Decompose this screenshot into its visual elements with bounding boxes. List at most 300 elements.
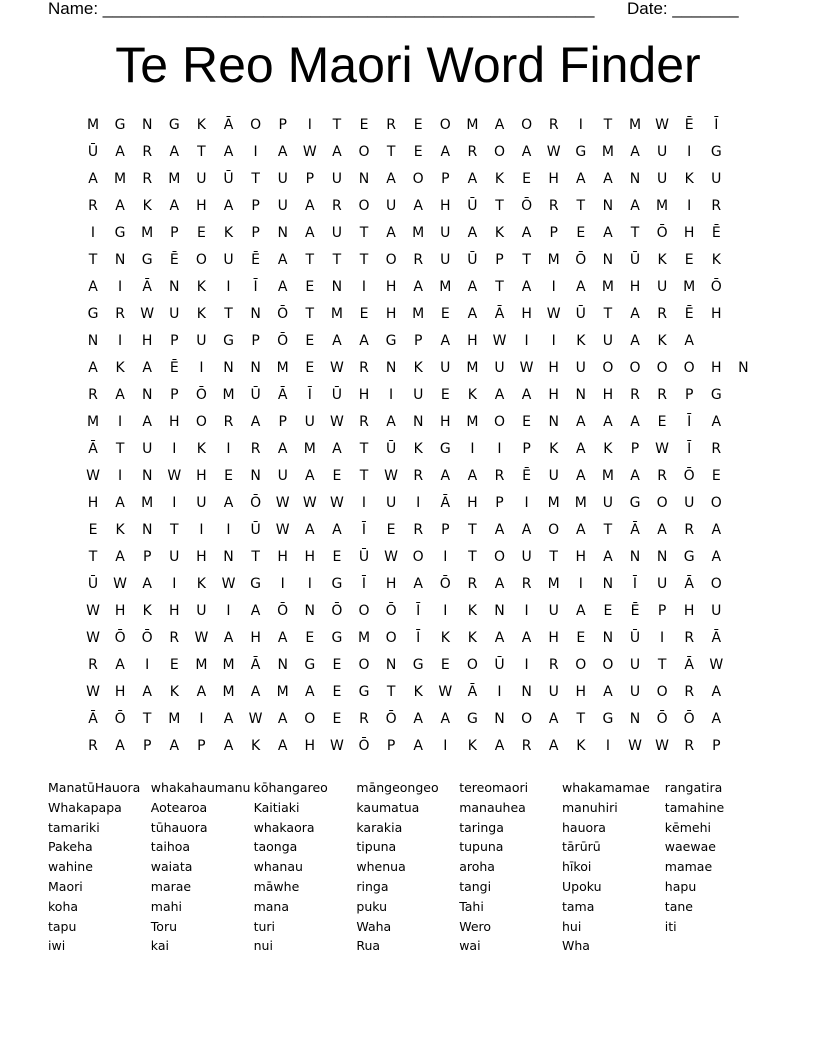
grid-letter: T	[603, 117, 613, 133]
word-list-item: turi	[253, 918, 276, 934]
grid-letter: A	[440, 711, 451, 727]
grid-letter: M	[86, 117, 100, 133]
grid-letter: K	[169, 684, 179, 700]
grid-letter: W	[140, 306, 155, 322]
grid-letter: W	[384, 549, 399, 565]
grid-letter: I	[470, 441, 475, 457]
grid-letter: Ō	[331, 603, 343, 619]
grid-letter: G	[466, 711, 478, 727]
grid-letter: Ī	[687, 414, 692, 430]
grid-letter: I	[524, 333, 529, 349]
grid-row	[81, 274, 741, 300]
grid-letter: A	[576, 414, 586, 430]
grid-letter: W	[384, 468, 399, 484]
grid-letter: U	[331, 171, 343, 187]
grid-letter: M	[276, 360, 289, 376]
grid-letter: P	[170, 387, 179, 403]
grid-letter: N	[250, 468, 261, 484]
word-list-item: hauora	[562, 819, 606, 835]
word-list-item: hīkoi	[562, 859, 592, 875]
grid-letter: U	[575, 360, 586, 376]
grid-letter: G	[331, 630, 343, 646]
grid-row	[81, 652, 741, 678]
grid-letter: A	[494, 630, 505, 646]
word-list-item: marae	[150, 879, 192, 894]
grid-letter: N	[141, 468, 153, 484]
grid-letter: H	[169, 603, 180, 619]
grid-letter: A	[711, 684, 722, 700]
grid-letter: R	[467, 576, 478, 592]
grid-letter: E	[359, 306, 369, 322]
grid-letter: G	[629, 495, 641, 511]
grid-letter: O	[629, 360, 641, 376]
grid-letter: I	[118, 468, 123, 484]
grid-letter: I	[253, 144, 258, 160]
grid-letter: Ī	[714, 117, 719, 133]
word-list-item: iwi	[48, 938, 66, 954]
grid-letter: E	[332, 549, 342, 565]
grid-letter: I	[578, 117, 583, 133]
grid-letter: M	[466, 117, 479, 133]
grid-letter: K	[467, 738, 477, 754]
grid-letter: A	[603, 225, 613, 241]
grid-letter: H	[304, 549, 316, 565]
grid-letter: A	[332, 333, 342, 349]
grid-row	[81, 382, 741, 408]
grid-letter: W	[248, 711, 263, 727]
grid-letter: M	[466, 360, 479, 376]
grid-letter: H	[548, 171, 559, 187]
grid-letter: T	[522, 252, 531, 268]
grid-letter: N	[141, 117, 153, 133]
grid-letter: O	[656, 360, 668, 376]
word-list-item: ringa	[356, 879, 389, 894]
grid-letter: R	[88, 657, 98, 673]
grid-letter: I	[199, 522, 204, 538]
grid-letter: A	[630, 144, 640, 160]
grid-letter: Ō	[656, 225, 668, 241]
grid-letter: I	[443, 549, 448, 565]
word-list-item: Whakapapa	[48, 799, 122, 815]
grid-letter: N	[385, 657, 397, 673]
word-list-item: māngeongeo	[356, 780, 439, 795]
grid-letter: T	[603, 306, 613, 322]
grid-letter: K	[413, 441, 423, 457]
grid-letter: H	[467, 333, 478, 349]
grid-letter: H	[114, 603, 126, 619]
grid-letter: U	[656, 576, 668, 592]
word-list-item: iti	[664, 918, 677, 934]
grid-letter: A	[223, 738, 234, 754]
grid-letter: H	[169, 414, 180, 430]
grid-letter: W	[329, 738, 344, 754]
grid-letter: M	[547, 252, 560, 268]
grid-letter: A	[169, 198, 180, 214]
grid-letter: W	[221, 576, 236, 592]
grid-letter: N	[412, 414, 424, 430]
grid-letter: R	[657, 306, 667, 322]
grid-letter: T	[386, 144, 396, 160]
grid-letter: Ō	[277, 306, 289, 322]
grid-letter: Ī	[361, 522, 367, 538]
grid-letter: A	[657, 522, 667, 538]
grid-row	[81, 733, 741, 759]
grid-letter: N	[602, 198, 614, 214]
grid-letter: H	[467, 495, 478, 511]
grid-letter: T	[142, 711, 152, 727]
grid-letter: A	[548, 738, 559, 754]
grid-letter: M	[601, 279, 614, 295]
word-list-item: hui	[562, 918, 582, 934]
grid-letter: M	[601, 468, 614, 484]
grid-letter: A	[467, 306, 478, 322]
word-list-item: manauhea	[459, 799, 526, 815]
grid-letter: U	[223, 252, 234, 268]
grid-letter: U	[331, 225, 343, 241]
word-list-item: Aotearoa	[150, 799, 208, 815]
grid-letter: I	[497, 441, 502, 457]
grid-letter: A	[386, 414, 396, 430]
grid-letter: A	[277, 630, 288, 646]
grid-letter: A	[521, 279, 532, 295]
grid-letter: M	[276, 684, 289, 700]
grid-letter: A	[630, 198, 640, 214]
grid-letter: Ē	[522, 468, 532, 484]
grid-letter: Ā	[684, 657, 694, 673]
grid-letter: H	[440, 198, 451, 214]
word-list-item: nui	[253, 938, 273, 954]
grid-letter: Ō	[277, 333, 289, 349]
grid-letter: R	[332, 198, 342, 214]
grid-letter: R	[684, 684, 695, 700]
grid-letter: G	[141, 252, 153, 268]
grid-letter: Ā	[630, 522, 640, 538]
grid-letter: Ō	[521, 198, 533, 214]
word-list-item: tūhauora	[150, 819, 208, 835]
grid-letter: E	[332, 711, 342, 727]
grid-letter: O	[195, 252, 207, 268]
grid-letter: O	[575, 657, 587, 673]
grid-letter: T	[549, 549, 558, 565]
grid-letter: W	[275, 495, 290, 511]
grid-letter: R	[223, 414, 234, 430]
grid-letter: P	[305, 171, 315, 187]
grid-letter: H	[141, 333, 153, 349]
grid-letter: P	[495, 495, 504, 511]
grid-letter: T	[88, 549, 98, 565]
grid-letter: O	[683, 360, 695, 376]
grid-letter: N	[277, 225, 288, 241]
grid-letter: G	[683, 549, 695, 565]
grid-letter: U	[304, 414, 315, 430]
grid-letter: K	[196, 279, 206, 295]
grid-letter: R	[359, 360, 369, 376]
grid-letter: A	[142, 414, 152, 430]
grid-letter: A	[711, 522, 722, 538]
grid-letter: G	[412, 657, 424, 673]
word-list-item: whakahaumanu	[150, 780, 251, 795]
grid-letter: Ō	[439, 576, 451, 592]
grid-letter: N	[223, 360, 234, 376]
grid-letter: A	[440, 333, 451, 349]
grid-letter: Ā	[711, 630, 722, 646]
grid-letter: E	[440, 306, 450, 322]
grid-letter: K	[467, 603, 477, 619]
word-list-item: tama	[562, 898, 595, 914]
grid-letter: U	[385, 495, 397, 511]
grid-letter: U	[548, 468, 559, 484]
grid-letter: O	[385, 630, 397, 646]
grid-letter: U	[656, 279, 668, 295]
grid-letter: H	[196, 468, 207, 484]
grid-letter: A	[223, 198, 234, 214]
grid-letter: U	[656, 171, 668, 187]
grid-letter: U	[277, 171, 288, 187]
grid-row	[81, 220, 741, 246]
grid-letter: I	[551, 333, 556, 349]
grid-letter: A	[711, 549, 722, 565]
word-list-item: whenua	[356, 859, 406, 875]
word-list-item: Rua	[356, 938, 381, 954]
grid-letter: I	[172, 576, 177, 592]
grid-letter: A	[169, 738, 180, 754]
grid-letter: Ū	[629, 252, 641, 268]
grid-letter: A	[603, 414, 613, 430]
grid-letter: G	[223, 333, 234, 349]
grid-letter: O	[602, 360, 614, 376]
grid-letter: I	[226, 522, 231, 538]
grid-letter: K	[494, 225, 505, 241]
grid-letter: W	[709, 657, 724, 673]
grid-letter: U	[602, 495, 614, 511]
grid-letter: G	[439, 441, 451, 457]
grid-row	[81, 139, 741, 165]
grid-letter: W	[546, 144, 561, 160]
grid-letter: P	[549, 225, 558, 241]
word-list-item: karakia	[356, 819, 403, 835]
grid-letter: Ā	[223, 117, 234, 133]
grid-letter: M	[357, 630, 371, 646]
grid-letter: A	[413, 198, 423, 214]
grid-letter: H	[385, 279, 397, 295]
grid-letter: R	[657, 387, 667, 403]
grid-letter: I	[687, 198, 692, 214]
grid-letter: M	[222, 657, 235, 673]
grid-letter: T	[359, 441, 369, 457]
grid-letter: N	[223, 549, 234, 565]
grid-letter: N	[656, 549, 668, 565]
grid-letter: H	[304, 738, 316, 754]
grid-letter: R	[169, 630, 180, 646]
grid-letter: Ū	[223, 171, 234, 187]
grid-letter: A	[277, 711, 288, 727]
grid-letter: R	[88, 198, 98, 214]
grid-letter: U	[277, 468, 288, 484]
grid-letter: A	[576, 441, 586, 457]
grid-letter: E	[657, 414, 667, 430]
grid-letter: W	[86, 630, 100, 646]
grid-letter: O	[385, 252, 397, 268]
grid-letter: I	[578, 576, 583, 592]
grid-letter: Ō	[385, 711, 397, 727]
word-list-item: kōhangareo	[253, 780, 328, 795]
grid-letter: I	[118, 414, 123, 430]
word-list-item: tane	[664, 898, 693, 914]
grid-letter: A	[223, 711, 234, 727]
grid-letter: N	[494, 711, 505, 727]
grid-letter: U	[169, 306, 180, 322]
grid-letter: G	[385, 333, 397, 349]
grid-letter: R	[548, 198, 559, 214]
grid-row	[81, 328, 741, 354]
grid-letter: T	[305, 306, 315, 322]
grid-letter: Ū	[250, 522, 261, 538]
grid-letter: T	[495, 279, 504, 295]
grid-letter: R	[413, 252, 424, 268]
grid-letter: R	[494, 468, 505, 484]
grid-letter: Ō	[195, 387, 207, 403]
grid-letter: U	[196, 333, 207, 349]
grid-letter: A	[223, 495, 234, 511]
grid-letter: U	[142, 441, 153, 457]
grid-letter: W	[86, 684, 100, 700]
grid-letter: A	[467, 468, 478, 484]
grid-letter: R	[413, 522, 424, 538]
grid-letter: U	[196, 603, 207, 619]
grid-letter: E	[88, 522, 98, 538]
grid-letter: N	[169, 279, 180, 295]
grid-letter: U	[196, 495, 207, 511]
grid-letter: A	[142, 360, 152, 376]
grid-letter: N	[250, 306, 261, 322]
grid-letter: N	[521, 684, 532, 700]
grid-letter: N	[304, 603, 316, 619]
grid-letter: Ō	[385, 603, 397, 619]
grid-letter: H	[196, 549, 207, 565]
grid-letter: H	[602, 387, 614, 403]
grid-letter: A	[494, 117, 505, 133]
grid-letter: Ā	[494, 306, 505, 322]
grid-letter: H	[711, 360, 722, 376]
grid-letter: T	[197, 144, 206, 160]
grid-letter: W	[329, 360, 344, 376]
word-list-item: Wha	[562, 938, 590, 954]
grid-letter: A	[494, 738, 505, 754]
word-list-item: whakaora	[253, 819, 315, 835]
grid-letter: Ō	[358, 738, 370, 754]
grid-letter: T	[305, 252, 315, 268]
grid-letter: E	[169, 657, 179, 673]
grid-letter: N	[277, 657, 288, 673]
grid-letter: A	[196, 684, 207, 700]
word-list-item: Tahi	[459, 898, 484, 914]
grid-letter: P	[386, 738, 396, 754]
grid-letter: I	[443, 738, 448, 754]
word-list-item: kēmehi	[664, 819, 711, 835]
grid-letter: O	[466, 657, 478, 673]
grid-letter: P	[278, 117, 287, 133]
word-list-item: Toru	[150, 918, 178, 934]
word-list-item: mamae	[664, 859, 713, 875]
grid-letter: R	[359, 711, 369, 727]
grid-letter: Ū	[331, 387, 343, 403]
grid-letter: G	[358, 684, 370, 700]
grid-letter: A	[494, 576, 505, 592]
page-title: Te Reo Maori Word Finder	[115, 37, 701, 93]
grid-letter: P	[495, 252, 504, 268]
grid-letter: I	[118, 279, 123, 295]
grid-letter: I	[551, 279, 556, 295]
grid-letter: A	[386, 171, 396, 187]
grid-letter: K	[223, 225, 234, 241]
grid-letter: N	[331, 279, 343, 295]
grid-letter: Ū	[250, 387, 261, 403]
grid-letter: R	[115, 306, 125, 322]
grid-letter: Ī	[253, 279, 258, 295]
grid-letter: K	[467, 387, 477, 403]
grid-letter: I	[524, 657, 529, 673]
grid-row	[81, 355, 749, 381]
grid-letter: Ū	[385, 441, 397, 457]
grid-letter: H	[385, 576, 397, 592]
grid-letter: P	[170, 333, 179, 349]
word-list-item: wai	[459, 938, 481, 954]
grid-letter: H	[277, 549, 288, 565]
grid-letter: Ē	[169, 360, 179, 376]
grid-letter: T	[88, 252, 98, 268]
word-list-item: Maori	[48, 879, 83, 894]
grid-row	[81, 409, 741, 435]
grid-letter: R	[88, 387, 98, 403]
grid-letter: K	[576, 333, 586, 349]
grid-letter: W	[275, 522, 290, 538]
grid-letter: P	[142, 738, 152, 754]
grid-letter: K	[413, 360, 423, 376]
grid-letter: M	[168, 171, 181, 187]
word-list-item: mana	[253, 898, 290, 914]
grid-letter: A	[386, 225, 396, 241]
grid-letter: N	[87, 333, 99, 349]
grid-letter: I	[605, 738, 610, 754]
grid-letter: N	[575, 387, 587, 403]
grid-letter: R	[521, 738, 532, 754]
grid-letter: M	[141, 495, 154, 511]
grid-letter: Ū	[629, 630, 641, 646]
grid-letter: A	[413, 576, 423, 592]
grid-letter: A	[603, 684, 613, 700]
grid-letter: A	[576, 279, 586, 295]
grid-letter: Ū	[358, 549, 370, 565]
grid-letter: P	[657, 603, 667, 619]
grid-letter: A	[494, 522, 505, 538]
grid-letter: Ū	[575, 306, 586, 322]
grid-letter: Ū	[494, 657, 505, 673]
grid-row	[81, 571, 741, 597]
grid-letter: I	[497, 684, 502, 700]
grid-letter: U	[440, 225, 451, 241]
grid-letter: Ē	[251, 252, 261, 268]
grid-letter: Ō	[114, 711, 126, 727]
grid-letter: A	[630, 333, 640, 349]
word-list-item: tamariki	[48, 819, 100, 835]
grid-letter: T	[359, 225, 369, 241]
grid-letter: M	[547, 495, 560, 511]
grid-letter: I	[199, 711, 204, 727]
grid-letter: M	[195, 657, 208, 673]
grid-letter: I	[199, 360, 204, 376]
grid-letter: I	[226, 279, 231, 295]
grid-letter: A	[115, 738, 125, 754]
